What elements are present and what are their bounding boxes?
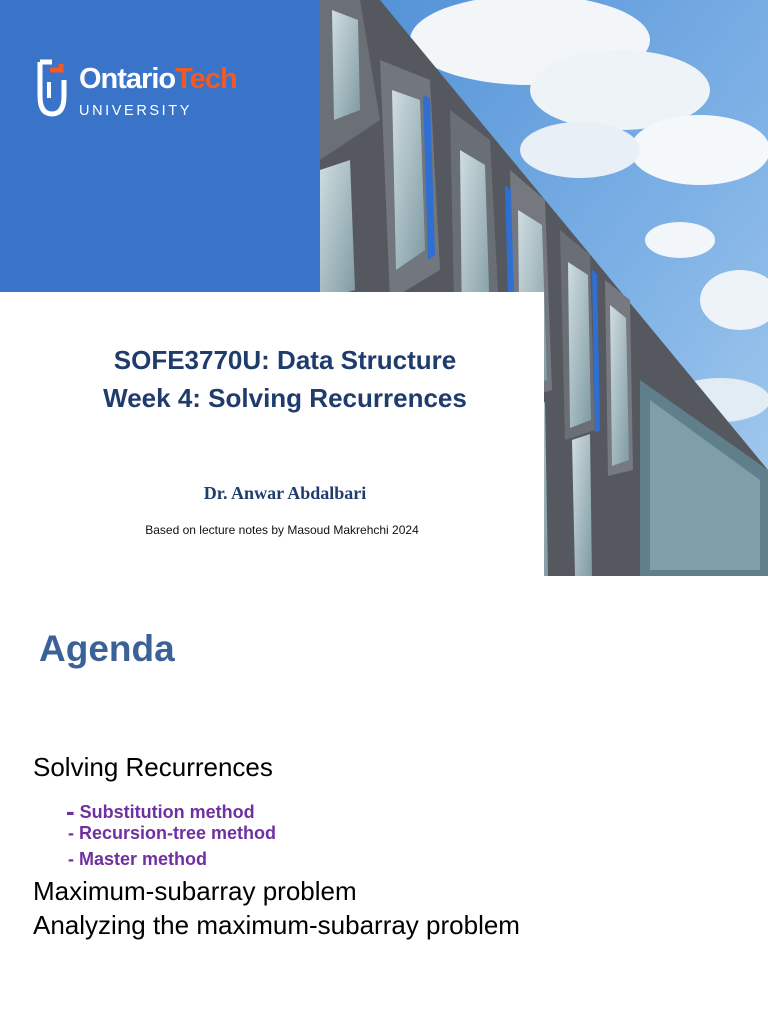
agenda-slide bbox=[0, 576, 768, 1024]
presenter-name: Dr. Anwar Abdalbari bbox=[203, 483, 367, 503]
brand-panel bbox=[0, 0, 322, 292]
agenda-subitem-label: Substitution method bbox=[79, 802, 255, 822]
agenda-item-solving-recurrences: Solving Recurrences bbox=[33, 752, 273, 782]
bullet-dash: - bbox=[66, 796, 75, 826]
agenda-item-analyzing: Analyzing the maximum-subarray problem bbox=[33, 910, 520, 940]
title-panel bbox=[0, 292, 544, 576]
logo-university: UNIVERSITY bbox=[79, 103, 193, 119]
logo-wordmark bbox=[79, 62, 237, 96]
lecture-title: Week 4: Solving Recurrences bbox=[103, 383, 467, 413]
agenda-title: Agenda bbox=[39, 628, 175, 669]
shield-logo-icon bbox=[33, 58, 71, 120]
agenda-subitem-substitution bbox=[66, 794, 255, 825]
agenda-subitem-master: - Master method bbox=[68, 849, 208, 869]
credit-line: Based on lecture notes by Masoud Makrehchi 2024 bbox=[145, 523, 419, 537]
agenda-item-maximum-subarray: Maximum-subarray problem bbox=[33, 876, 357, 906]
course-title: SOFE3770U: Data Structure bbox=[113, 345, 457, 375]
logo-word-ontario: Ontario bbox=[79, 63, 176, 95]
logo-word-tech: Tech bbox=[175, 63, 237, 95]
agenda-subitem-recursion-tree: - Recursion-tree method bbox=[68, 823, 277, 843]
